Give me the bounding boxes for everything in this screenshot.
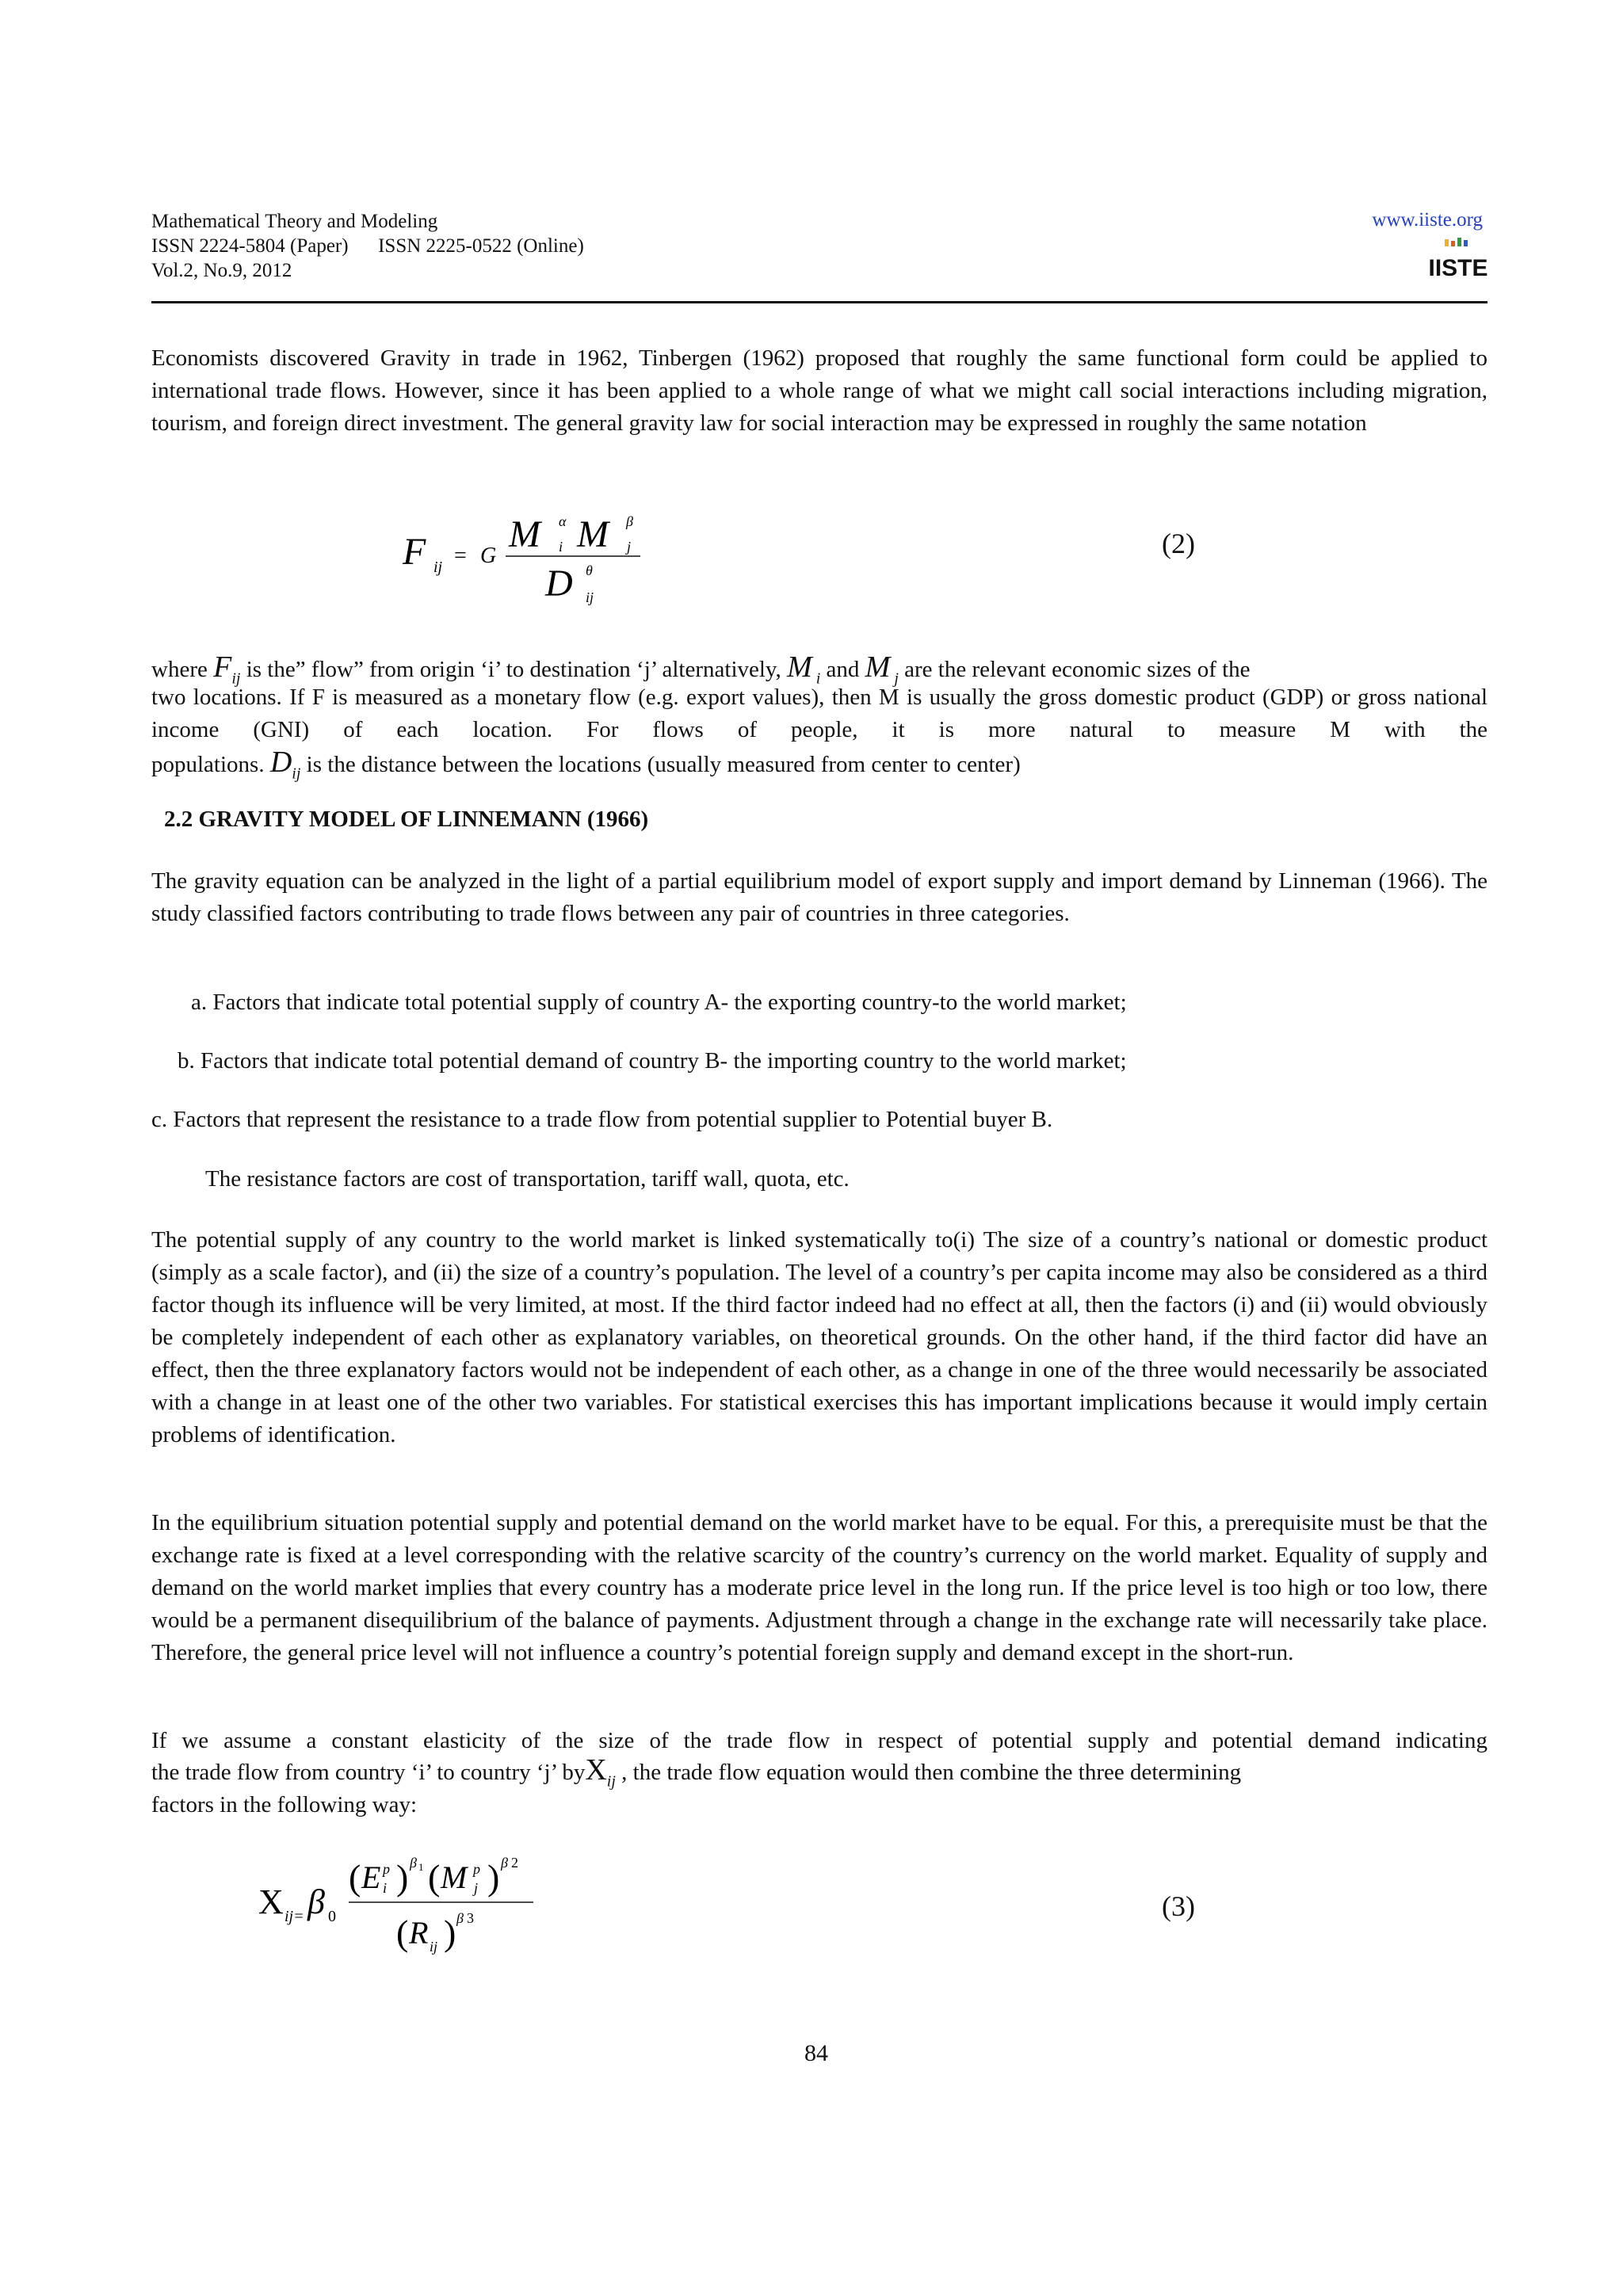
- page-header: [151, 209, 1487, 303]
- journal-url[interactable]: www.iiste.org: [1372, 209, 1483, 231]
- svg-text:): ): [444, 1913, 456, 1953]
- list-item-c: c. Factors that represent the resistance to a trade flow from potential supplier to Potential buyer B.: [151, 1107, 1053, 1132]
- svg-text:β: β: [626, 513, 633, 529]
- svg-text:F: F: [403, 531, 426, 573]
- svg-text:E: E: [361, 1859, 381, 1895]
- header-rule: [151, 301, 1487, 303]
- paragraph-elasticity-line-3: factors in the following way:: [151, 1792, 418, 1817]
- svg-text:X: X: [258, 1882, 284, 1921]
- svg-text:ij=: ij=: [285, 1908, 304, 1925]
- svg-text:β: β: [410, 1855, 417, 1871]
- svg-text:β: β: [501, 1855, 508, 1871]
- svg-text:): ): [396, 1857, 409, 1897]
- resistance-note: The resistance factors are cost of transportation, tariff wall, quota, etc.: [205, 1166, 850, 1192]
- svg-text:2: 2: [511, 1855, 518, 1871]
- page-number: 84: [804, 2040, 828, 2066]
- svg-text:IISTE: IISTE: [1428, 255, 1488, 281]
- svg-text:ij: ij: [433, 559, 443, 576]
- svg-text:M: M: [509, 513, 540, 555]
- equation-3: [254, 1842, 555, 1977]
- svg-text:β: β: [307, 1882, 325, 1921]
- svg-text:j: j: [627, 539, 632, 555]
- section-heading: 2.2 GRAVITY MODEL OF LINNEMANN (1966): [164, 807, 649, 832]
- equation-3-number: (3): [1162, 1890, 1195, 1922]
- symbol-fij: $F_{ij}$: [213, 650, 241, 688]
- paragraph-elasticity-line-1: If we assume a constant elasticity of the size of the trade flow in respect of potential supply and potential demand indicating: [151, 1728, 1487, 1753]
- svg-text:3: 3: [467, 1910, 474, 1926]
- svg-text:p: p: [383, 1861, 390, 1877]
- svg-text:R: R: [409, 1915, 429, 1951]
- svg-text:=: =: [454, 543, 467, 568]
- svg-text:(: (: [349, 1857, 361, 1897]
- where-text-a: where: [151, 657, 214, 682]
- where-text-c: and: [820, 657, 865, 682]
- journal-info: [151, 209, 584, 283]
- svg-text:β: β: [456, 1910, 464, 1926]
- svg-text:D: D: [545, 563, 573, 605]
- elasticity-text-a: the trade flow from country ‘i’ to country ‘j’ by: [151, 1760, 586, 1785]
- svg-text:(: (: [428, 1857, 441, 1897]
- journal-issn: ISSN 2224-5804 (Paper) ISSN 2225-0522 (Online): [151, 235, 584, 257]
- paragraph-intro: Economists discovered Gravity in trade in 1962, Tinbergen (1962) proposed that roughly the same functional form could be applied to international trade flows. However, since it has been applied to a whole range of what we might call social interactions including migration, tourism, and foreign direct investment. The general gravity law for social interaction may be expressed in roughly the same notation: [151, 345, 1487, 436]
- list-item-b: b. Factors that indicate total potential demand of country B- the importing country to the world market;: [178, 1048, 1127, 1074]
- journal-name: Mathematical Theory and Modeling: [151, 211, 438, 232]
- where-text-b: is the” flow” from origin ‘i’ to destination ‘j’ alternatively,: [240, 657, 788, 682]
- svg-text:0: 0: [328, 1908, 336, 1925]
- svg-text:θ: θ: [586, 563, 593, 578]
- svg-text:j: j: [474, 1880, 479, 1896]
- where-text-e: populations.: [151, 752, 270, 777]
- svg-text:i: i: [383, 1880, 388, 1896]
- symbol-xij: $X_{ij}$: [585, 1753, 616, 1791]
- where-line-3: [151, 746, 1021, 791]
- equation-2: [388, 507, 674, 610]
- paragraph-potential-supply: The potential supply of any country to the world market is linked systematically to(i) The size of a country’s national or domestic product (simply as a scale factor), and (ii) the size of a country’s population. The level of a country’s per capita income may also be considered as a third factor though its influence will be very limited, at most. If the third factor indeed had no effect at all, then the factors (i) and (ii) would obviously be completely independent of each other as explanatory variables, on theoretical grounds. On the other hand, if the third factor did have an effect, then the three explanatory factors would not be independent of each other, as a change in one of the three would necessarily be associated with a change in at least one of the other two variables. For statistical exercises this has important implications because it would imply certain problems of identification.: [151, 1227, 1487, 1447]
- paragraph-equilibrium: In the equilibrium situation potential supply and potential demand on the world market have to be equal. For this, a prerequisite must be that the exchange rate is fixed at a level corresponding with the relative scarcity of the country’s currency on the world market. Equality of supply and demand on the world market implies that every country has a moderate price level in the long run. If the price level is too high or too low, there would be a permanent disequilibrium of the balance of payments. Adjustment through a change in the exchange rate will necessarily take place. Therefore, the general price level will not influence a country’s potential foreign supply and demand except in the short-run.: [151, 1510, 1487, 1665]
- svg-text:ij: ij: [586, 589, 594, 605]
- symbol-mi: M $_i$: [787, 650, 821, 688]
- svg-text:1: 1: [418, 1861, 424, 1873]
- svg-text:p: p: [473, 1861, 480, 1877]
- elasticity-text-b: , the trade flow equation would then combine the three determining: [615, 1760, 1242, 1785]
- svg-text:α: α: [559, 513, 567, 529]
- iiste-logo: [1428, 238, 1488, 281]
- svg-text:M: M: [577, 513, 609, 555]
- symbol-dij: $D_{ij}$: [269, 746, 301, 783]
- svg-text:i: i: [559, 539, 563, 555]
- svg-text:M: M: [441, 1859, 468, 1895]
- where-text-f: is the distance between the locations (usually measured from center to center): [300, 752, 1021, 777]
- where-text-d: are the relevant economic sizes of the: [898, 657, 1251, 682]
- symbol-mj: M $_j$: [865, 650, 899, 688]
- svg-text:): ): [487, 1857, 500, 1897]
- svg-text:G: G: [480, 543, 497, 568]
- journal-volume: Vol.2, No.9, 2012: [151, 260, 292, 281]
- equation-2-number: (2): [1162, 528, 1195, 559]
- svg-text:ij: ij: [430, 1939, 438, 1955]
- paragraph-linnemann: The gravity equation can be analyzed in the light of a partial equilibrium model of export supply and import demand by Linneman (1966). The study classified factors contributing to trade flows between any pair of countries in three categories.: [151, 868, 1487, 926]
- where-line-2: two locations. If F is measured as a monetary flow (e.g. export values), then M is usually the gross domestic product (GDP) or gross national income (GNI) of each location. For flows of people, it is more natural to measure M with the: [151, 685, 1487, 742]
- list-item-a: a. Factors that indicate total potential supply of country A- the exporting country-to the world market;: [191, 990, 1127, 1015]
- svg-text:(: (: [396, 1913, 409, 1953]
